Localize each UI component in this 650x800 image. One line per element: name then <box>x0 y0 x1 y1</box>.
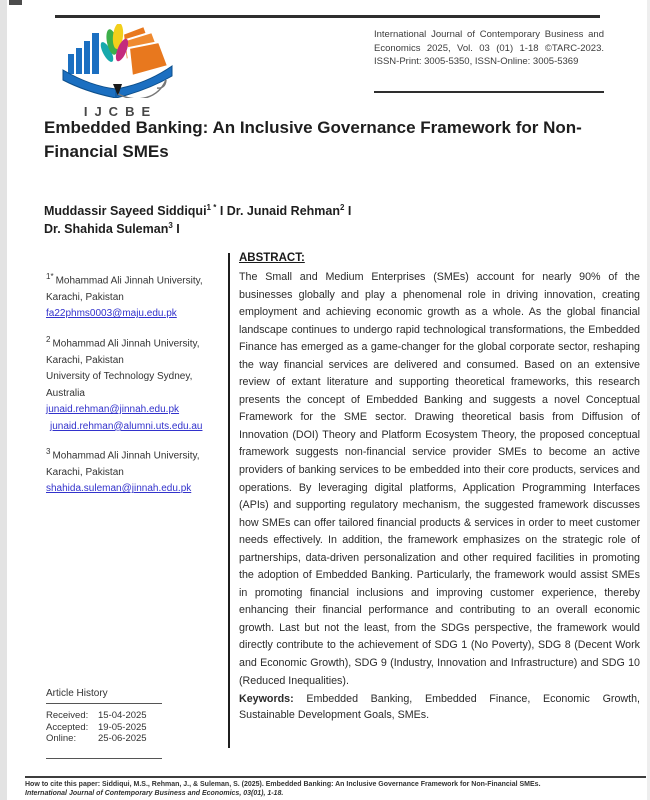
scan-artifact <box>9 0 22 5</box>
keywords-line: Keywords: Embedded Banking, Embedded Finance, Economic Growth, Sustainable Development Goals, SMEs. <box>239 693 640 721</box>
header-rule <box>374 91 604 93</box>
scan-edge-left <box>0 0 7 800</box>
journal-info: International Journal of Contemporary Business and Economics 2025, Vol. 03 (01) 1-18 ©TARC-2023. ISSN-Print: 3005-5350, ISSN-Online: 3005-5369 <box>374 29 604 67</box>
authors-line-1: Muddassir Sayeed Siddiqui$^{1 *}$ I Dr. Junaid Rehman$^2$ I <box>44 203 352 219</box>
page-title: Embedded Banking: An Inclusive Governance Framework for Non-Financial SMEs <box>44 118 582 161</box>
abstract-heading: ABSTRACT: <box>239 252 305 264</box>
history-row-received: Received: 15-04-2025 <box>46 710 147 721</box>
article-history-title: Article History <box>46 688 108 699</box>
top-rule <box>55 15 600 18</box>
affiliation-1: $^{1*}$ Mohammad Ali Jinnah University, Karachi, Pakistan fa22phms0003@maju.edu.pk <box>46 269 222 323</box>
affiliations-column <box>46 269 222 507</box>
keywords-label: Keywords: <box>239 693 294 706</box>
history-row-online: Online: 25-06-2025 <box>46 733 147 744</box>
email-link-author1[interactable]: fa22phms0003@maju.edu.pk <box>46 308 177 320</box>
journal-logo <box>58 24 176 119</box>
column-divider <box>228 253 230 748</box>
journal-logo-icon <box>60 24 175 98</box>
history-row-accepted: Accepted: 19-05-2025 <box>46 721 147 733</box>
email-link-author2a[interactable]: junaid.rehman@jinnah.edu.pk <box>46 404 180 416</box>
affiliation-3: $^3$ Mohammad Ali Jinnah University, Karachi, Pakistan shahida.suleman@jinnah.edu.pk <box>46 444 222 498</box>
email-link-author2b[interactable]: junaid.rehman@alumni.uts.edu.au <box>50 420 203 432</box>
article-history-box <box>46 703 162 759</box>
abstract-text: The Small and Medium Enterprises (SMEs) account for nearly 90% of the businesses globally and play a phenomenal role in driving innovation, creating employment and achieving economic growth as a whole. As the global financial landscape continues to undergo rapid technological transformations, the Embedded Finance has emerged as a game-changer for the global corporate sector, reshaping the way financial services are delivered and consumed. Based on an extensive review of extant literature and supporting theoretical frameworks, this research presents the concept of Embedded Banking and suggests a novel Conceptual Framework for the SME sector. Drawing theoretical basis from Diffusion of Innovation (DOI) Theory and Platform Ecosystem Theory, the proposed conceptual framework suggests non-financial service provider SMEs to become an active providers of banking services to be embedded into their core products, services and operations. By leveraging digital platforms, Application Programming Interfaces (APIs) and supporting regulatory mechanism, the suggested framework discusses how SMEs can offer tailored financial products & services in order to meet customer needs effectively. In addition, the framework emphasizes on the strategic role of partnerships, data-driven personalization and other required facilities in promoting the adoption of Embedded Banking. Particularly, the framework would assist SMEs in promoting financial inclusions and improving customer experience, thereby enhancing their financial performance and contributing to an overall economic growth. Last but not the least, from the SDGs perspective, the framework would directly contribute to the achievement of SDG 1 (No Poverty), SDG 8 (Decent Work and Economic Growth), SDG 9 (Industry, Innovation and Infrastructure) and SDG 10 (Reduced Inequalities). <box>239 271 640 687</box>
authors-line-2: Dr. Shahida Suleman$^3$ I <box>44 221 180 237</box>
footer-rule <box>25 776 646 778</box>
email-link-author3[interactable]: shahida.suleman@jinnah.edu.pk <box>46 483 192 495</box>
authors-block <box>44 202 474 239</box>
citation-line-2: International Journal of Contemporary Business and Economics, 03(01), 1-18. <box>25 789 284 797</box>
abstract-section <box>239 252 640 723</box>
citation-line-1: How to cite this paper: Siddiqui, M.S., Rehman, J., & Suleman, S. (2025). Embedded Banking: An Inclusive Governance Framework for Non-Financial SMEs. <box>25 781 541 788</box>
logo-text: IJCBE <box>83 104 158 119</box>
citation-block <box>25 781 645 798</box>
article-history <box>46 688 162 759</box>
affiliation-2: $^2$ Mohammad Ali Jinnah University, Karachi, Pakistan University of Technology Sydney, Australia junaid.rehman@jinnah.edu.pk junaid.rehman@alumni.uts.edu.au <box>46 332 222 435</box>
